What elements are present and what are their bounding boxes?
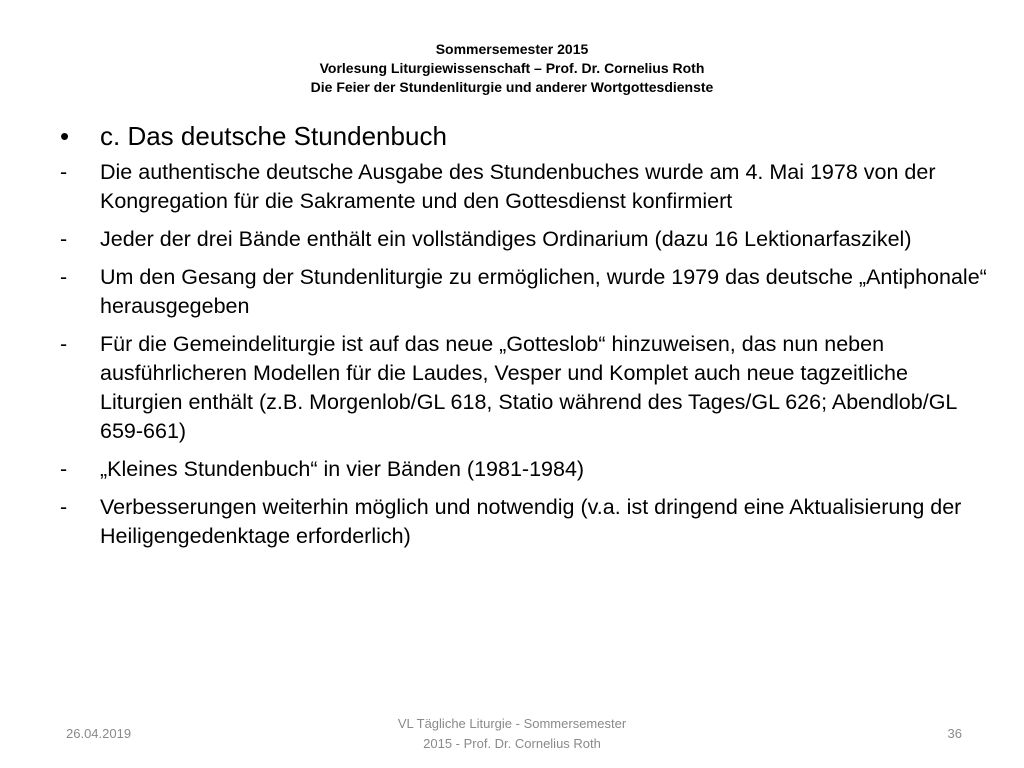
header-lecture: Vorlesung Liturgiewissenschaft – Prof. Dr. Cornelius Roth (319, 60, 705, 76)
slide-content (60, 120, 990, 560)
page-number: 36 (947, 726, 962, 741)
list-item (60, 225, 990, 254)
list-item-text: Jeder der drei Bände enthält ein vollständiges Ordinarium (dazu 16 Lektionarfaszikel) (100, 227, 912, 251)
content-list (60, 158, 990, 551)
footer-title-line1: VL Tägliche Liturgie - Sommersemester (397, 716, 627, 731)
list-item-text: Verbesserungen weiterhin möglich und notwendig (v.a. ist dringend eine Aktualisierung der Heiligengedenktage erforderlich) (100, 495, 962, 548)
header-topic: Die Feier der Stundenliturgie und anderer Wortgottesdienste (310, 79, 714, 95)
footer-title-line2: 2015 - Prof. Dr. Cornelius Roth (423, 736, 601, 751)
footer-date: 26.04.2019 (66, 726, 132, 741)
dash-marker: - (60, 495, 68, 519)
header-semester: Sommersemester 2015 (435, 41, 589, 57)
list-item (60, 455, 990, 484)
dash-marker: - (60, 227, 68, 251)
dash-marker: - (60, 265, 68, 289)
section-heading (60, 120, 990, 152)
dash-marker: - (60, 160, 68, 184)
list-item (60, 330, 990, 446)
footer-title (362, 714, 662, 754)
slide-header (0, 40, 1024, 97)
list-item-text: „Kleines Stundenbuch“ in vier Bänden (1981-1984) (100, 457, 585, 481)
list-item-text: Für die Gemeindeliturgie ist auf das neue „Gotteslob“ hinzuweisen, das nun neben ausführlicheren Modellen für die Laudes, Vesper und Komplet auch neue tagzeitliche Liturgien enthält (z.B. Morgenlob/GL 618, Statio während des Tages/GL 626; Abendlob/GL 659-661) (100, 332, 957, 443)
section-heading-text: c. Das deutsche Stundenbuch (100, 121, 447, 151)
list-item (60, 158, 990, 216)
bullet-icon: • (60, 121, 70, 151)
list-item-text: Um den Gesang der Stundenliturgie zu ermöglichen, wurde 1979 das deutsche „Antiphonale“ herausgegeben (100, 265, 987, 318)
list-item (60, 263, 990, 321)
list-item (60, 493, 990, 551)
dash-marker: - (60, 332, 68, 356)
dash-marker: - (60, 457, 68, 481)
list-item-text: Die authentische deutsche Ausgabe des Stundenbuches wurde am 4. Mai 1978 von der Kongregation für die Sakramente und den Gottesdienst konfirmiert (100, 160, 936, 213)
